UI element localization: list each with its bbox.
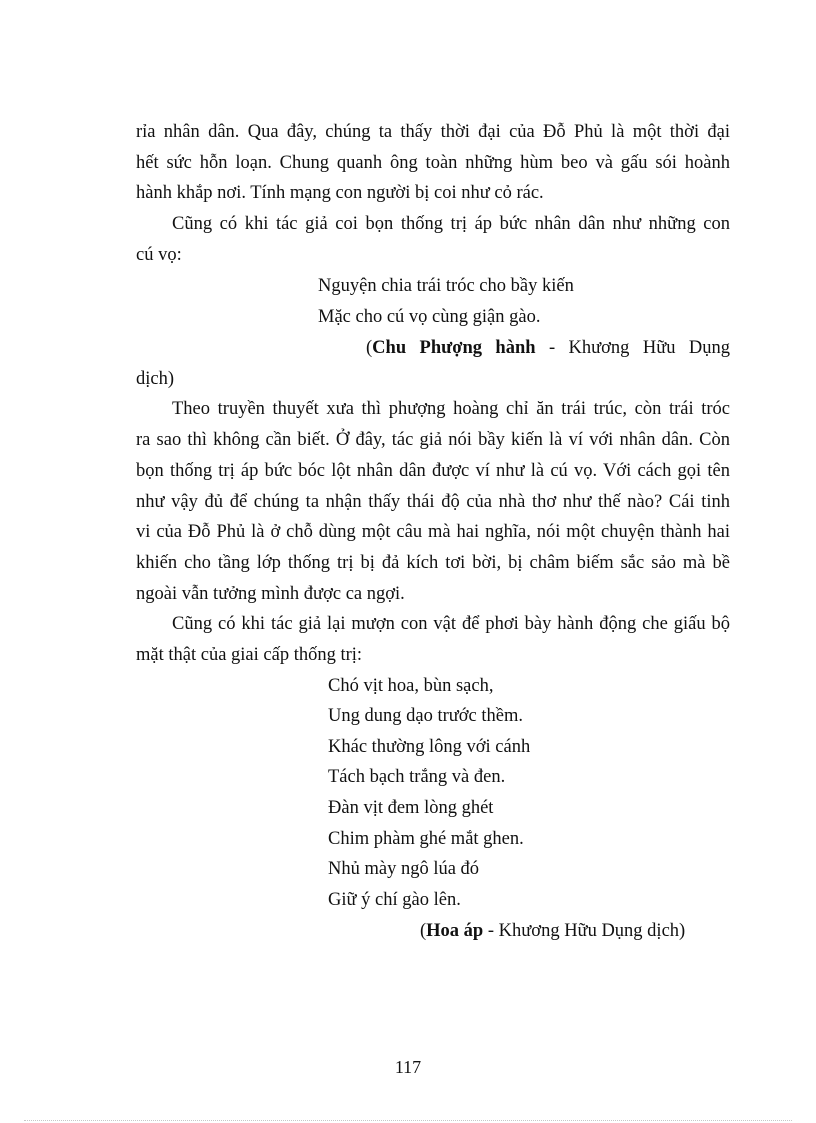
body-text-line: Cũng có khi tác giả coi bọn thống trị áp bức nhân dân như những con bbox=[172, 214, 730, 234]
body-text-line: như vậy đủ để chúng ta nhận thấy thái độ của nhà thơ như thế nào? Cái tinh bbox=[136, 492, 730, 512]
poem-line: Ung dung dạo trước thềm. bbox=[328, 706, 524, 726]
body-text-line: khiến cho tầng lớp thống trị bị đả kích tơi bời, bị châm biếm sắc sảo mà bề bbox=[136, 553, 730, 573]
body-text-line: vi của Đỗ Phủ là ở chỗ dùng một câu mà hai nghĩa, nói một chuyện thành hai bbox=[136, 522, 730, 542]
body-text-line: hết sức hỗn loạn. Chung quanh ông toàn những hùm beo và gấu sói hoành bbox=[136, 153, 730, 173]
body-text-line: Cũng có khi tác giả lại mượn con vật để phơi bày hành động che giấu bộ bbox=[172, 614, 730, 634]
body-text-line: ngoài vẫn tưởng mình được ca ngợi. bbox=[136, 584, 405, 604]
page-number: 117 bbox=[394, 1057, 422, 1077]
body-text-line: hành khắp nơi. Tính mạng con người bị coi như cỏ rác. bbox=[136, 183, 544, 203]
body-text-line: Theo truyền thuyết xưa thì phượng hoàng chỉ ăn trái trúc, còn trái tróc bbox=[172, 399, 730, 419]
body-text-line: mặt thật của giai cấp thống trị: bbox=[136, 645, 363, 665]
poem-line: Giữ ý chí gào lên. bbox=[328, 890, 461, 910]
poem-citation-tail: dịch) bbox=[136, 369, 175, 389]
poem-citation: (Chu Phượng hành - Khương Hữu Dụng bbox=[366, 338, 731, 358]
poem-citation: (Hoa áp - Khương Hữu Dụng dịch) bbox=[420, 921, 686, 941]
poem-line: Mặc cho cú vọ cùng giận gào. bbox=[318, 307, 541, 327]
poem-line: Đàn vịt đem lòng ghét bbox=[328, 798, 494, 818]
poem-line: Khác thường lông với cánh bbox=[328, 737, 531, 757]
poem-citation-title: Chu Phượng hành bbox=[372, 338, 536, 358]
poem-line: Nhủ mày ngô lúa đó bbox=[328, 859, 480, 879]
body-text-line: cú vọ: bbox=[136, 245, 182, 265]
body-text-line: ra sao thì không cần biết. Ở đây, tác giả nói bầy kiến là ví với nhân dân. Còn bbox=[136, 430, 730, 450]
poem-line: Nguyện chia trái tróc cho bầy kiến bbox=[318, 276, 574, 296]
poem-line: Chó vịt hoa, bùn sạch, bbox=[328, 676, 494, 696]
body-text-line: rỉa nhân dân. Qua đây, chúng ta thấy thời đại của Đỗ Phủ là một thời đại bbox=[136, 122, 730, 142]
body-text-line: bọn thống trị áp bức bóc lột nhân dân được ví như là cú vọ. Với cách gọi tên bbox=[136, 461, 730, 481]
poem-line: Tách bạch trắng và đen. bbox=[328, 767, 506, 787]
poem-line: Chim phàm ghé mắt ghen. bbox=[328, 829, 524, 849]
poem-citation-title: Hoa áp bbox=[426, 921, 484, 941]
footer-divider bbox=[24, 1120, 792, 1121]
